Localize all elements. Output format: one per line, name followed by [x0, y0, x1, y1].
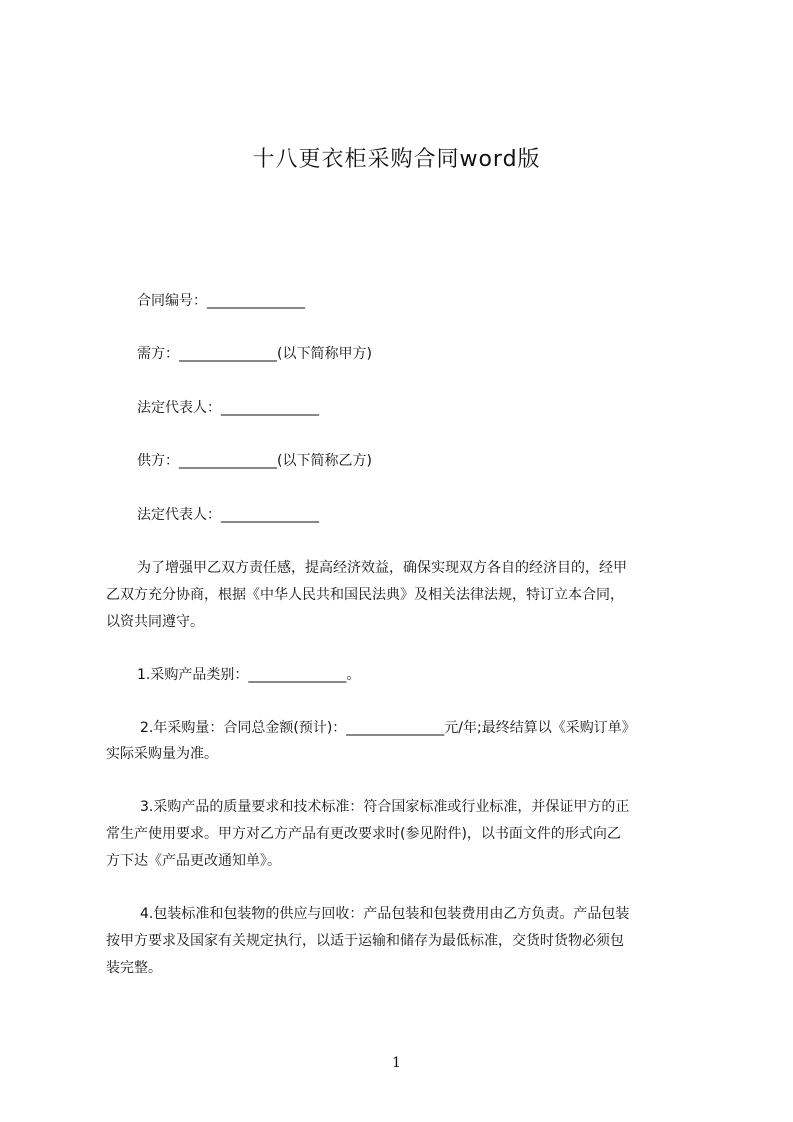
- clause-line: 方下达《产品更改通知单》。: [106, 853, 281, 869]
- intro-line: 为了增强甲乙双方责任感，提高经济效益，确保实现双方各自的经济目的，经甲: [137, 560, 627, 576]
- document-title: 十八更衣柜采购合同word版: [252, 147, 541, 172]
- buyer-field: 需方：______________(以下简称甲方): [137, 346, 372, 362]
- clause-line: 装完整。: [106, 960, 162, 976]
- contract-number-field: 合同编号：______________: [137, 293, 305, 309]
- clause-line: 常生产使用要求。甲方对乙方产品有更改要求时(参见附件)，以书面文件的形式向乙: [106, 826, 621, 842]
- page-number: 1: [392, 1055, 401, 1071]
- clause-1: 1.采购产品类别：______________。: [137, 667, 361, 683]
- clause-line: 4.包装标准和包装物的供应与回收：产品包装和包装费用由乙方负责。产品包装: [140, 906, 630, 922]
- intro-line: 以资共同遵守。: [106, 614, 204, 630]
- clause-line: 3.采购产品的质量要求和技术标准：符合国家标准或行业标准，并保证甲方的正: [140, 799, 630, 815]
- clause-line: 按甲方要求及国家有关规定执行，以适于运输和储存为最低标准，交货时货物必须包: [106, 933, 624, 949]
- intro-line: 乙双方充分协商，根据《中华人民共和国民法典》及相关法律法规，特订立本合同，: [106, 587, 624, 603]
- supplier-representative-field: 法定代表人：______________: [137, 507, 319, 523]
- clause-line: 实际采购量为准。: [106, 746, 218, 762]
- buyer-representative-field: 法定代表人：______________: [137, 400, 319, 416]
- clause-line: 2.年采购量：合同总金额(预计)：______________元/年;最终结算以《采购订单》: [140, 720, 636, 736]
- supplier-field: 供方：______________(以下简称乙方): [137, 453, 372, 469]
